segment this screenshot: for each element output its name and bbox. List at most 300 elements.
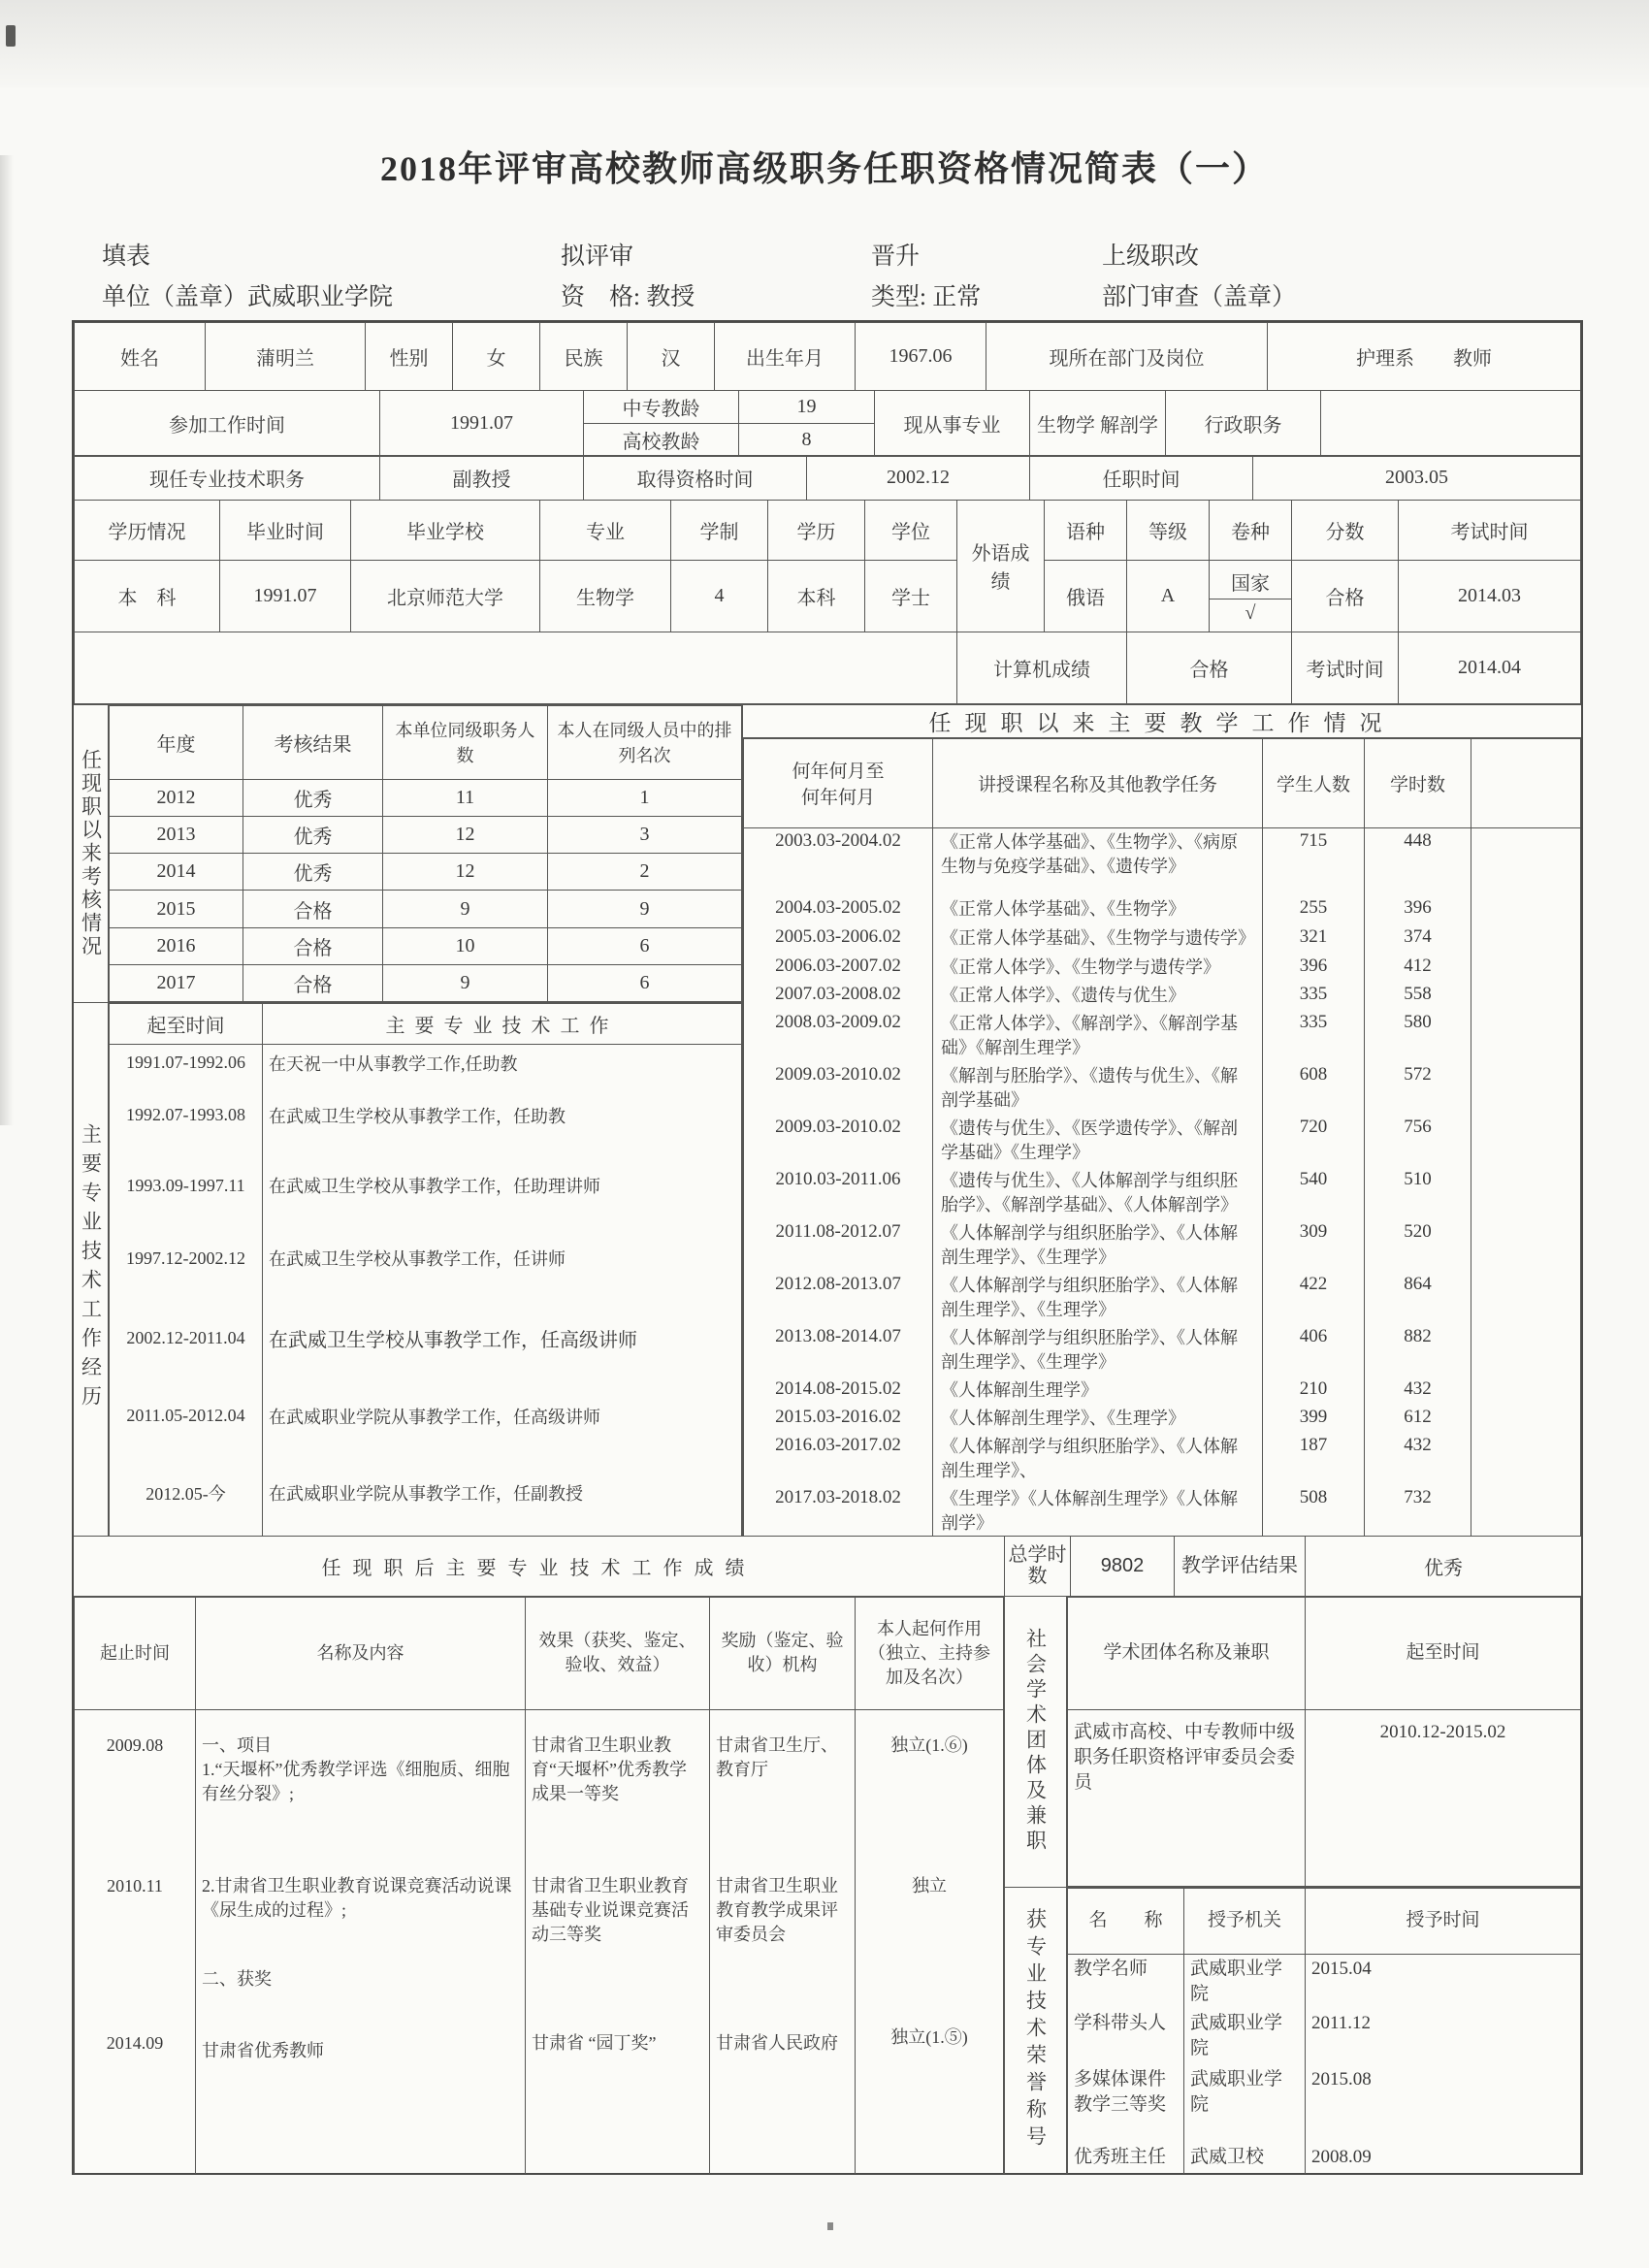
teach-period: 2010.03-2011.06 (744, 1167, 933, 1219)
sec-teach-value: 19 (739, 390, 875, 423)
teach-courses: 《正常人体学》、《生物学与遗传学》 (933, 954, 1263, 982)
dept-value: 护理系 教师 (1268, 323, 1581, 391)
teach-courses: 《正常人体学》、《解剖学》、《解剖学基础》《解剖生理学》 (933, 1010, 1263, 1062)
honor-row (1068, 2009, 1581, 2065)
experience-row (110, 1382, 742, 1450)
teach-blank (1471, 1433, 1581, 1485)
teach-students: 396 (1263, 954, 1365, 982)
teach-hours-label: 学时数 (1365, 738, 1471, 827)
superior-line1: 上级职改 (1102, 243, 1200, 270)
assess-rank: 9 (548, 891, 742, 927)
teach-students: 255 (1263, 895, 1365, 924)
promo-line1: 晋升 (871, 243, 921, 270)
teach-hours: 756 (1365, 1115, 1471, 1167)
teach-students: 321 (1263, 924, 1365, 954)
teach-students: 715 (1263, 827, 1365, 895)
teach-period: 2009.03-2010.02 (744, 1115, 933, 1167)
eval-line1: 拟评审 (561, 243, 634, 270)
teach-blank (1471, 1062, 1581, 1115)
teach-courses: 《人体解剖生理学》、《生理学》 (933, 1405, 1263, 1433)
edu-academic-label: 学位 (865, 500, 957, 560)
honor-time: 2015.08 (1306, 2065, 1581, 2143)
assessment-row (110, 964, 742, 1001)
assessment-block (74, 705, 742, 1004)
ach-period: 2014.09 (75, 2018, 196, 2174)
teach-blank (1471, 1377, 1581, 1405)
achievement-table (74, 1597, 1004, 2174)
page-title: 2018年评审高校教师高级职务任职资格情况简表（一） (379, 149, 1269, 188)
teach-hours: 412 (1365, 954, 1471, 982)
teaching-row (744, 1377, 1581, 1405)
honor-row (1068, 2065, 1581, 2143)
edu-duration-label: 学制 (671, 500, 768, 560)
assess-peers-label: 本单位同级职务人数 (383, 705, 548, 779)
scan-left-shadow (0, 155, 14, 1125)
edu-grad-label: 毕业时间 (220, 500, 351, 560)
header-superior-review (1102, 237, 1296, 318)
teach-courses: 《人体解剖学与组织胚胎学》、《人体解剖生理学》、《生理学》 (933, 1324, 1263, 1377)
assess-year: 2017 (110, 964, 243, 1001)
work-start-value: 1991.07 (380, 390, 584, 456)
teach-blank (1471, 954, 1581, 982)
honors-table (1067, 1888, 1581, 2174)
assess-peers: 9 (383, 891, 548, 927)
assess-rank: 3 (548, 817, 742, 854)
teaching-row (744, 1167, 1581, 1219)
teaching-table (743, 738, 1581, 1536)
assessment-row (110, 891, 742, 927)
teach-hours: 374 (1365, 924, 1471, 954)
teach-period: 2015.03-2016.02 (744, 1405, 933, 1433)
assess-peers: 12 (383, 854, 548, 891)
assess-year: 2016 (110, 927, 243, 964)
teach-students: 720 (1263, 1115, 1365, 1167)
achievement-row (75, 1872, 1004, 2018)
teach-courses: 《人体解剖学与组织胚胎学》、《人体解剖生理学》、《生理学》 (933, 1272, 1263, 1324)
ach-period: 2010.11 (75, 1872, 196, 2018)
sec-teach-label: 中专教龄 (584, 390, 739, 423)
ach-name-body: 2.甘肃省卫生职业教育说课竞赛活动说课《尿生成的过程》; (202, 1876, 512, 1920)
teach-hours: 882 (1365, 1324, 1471, 1377)
assess-rank: 2 (548, 854, 742, 891)
honor-org: 武威卫校 (1184, 2143, 1306, 2174)
experience-row (110, 1222, 742, 1295)
teach-period: 2007.03-2008.02 (744, 982, 933, 1010)
teach-period: 2014.08-2015.02 (744, 1377, 933, 1405)
teach-period-label-line1: 何年何月至 (792, 761, 885, 782)
teach-period-label (744, 738, 933, 827)
middle-left (74, 705, 743, 1536)
teach-course-label: 讲授课程名称及其他教学任务 (933, 738, 1263, 827)
assess-peers: 10 (383, 927, 548, 964)
exp-work: 在武威卫生学校从事教学工作，任讲师 (263, 1222, 742, 1295)
edu-school-label: 毕业学校 (351, 500, 540, 560)
society-strip-label: 社会学术团体及兼职 (1023, 1628, 1048, 1855)
teach-blank (1471, 982, 1581, 1010)
ach-name-body: 1.“天堰杯”优秀教学评选《细胞质、细胞有丝分裂》; (202, 1759, 510, 1803)
teach-courses: 《人体解剖学与组织胚胎学》、《人体解剖生理学》、 (933, 1433, 1263, 1485)
fill-unit-line1: 填表 (102, 243, 151, 270)
ach-name (196, 1872, 526, 2018)
honor-org-label: 授予机关 (1184, 1888, 1306, 1954)
achievement-block (74, 1597, 1005, 2174)
teach-courses: 《正常人体学基础》、《生物学》 (933, 895, 1263, 924)
birth-value: 1967.06 (856, 323, 986, 391)
assess-result: 合格 (243, 927, 383, 964)
teach-hours: 864 (1365, 1272, 1471, 1324)
edu-score-value: 合格 (1292, 560, 1399, 632)
edu-paper-label: 卷种 (1210, 500, 1292, 560)
exp-work: 在武威职业学院从事教学工作，任高级讲师 (263, 1382, 742, 1450)
assess-rank: 6 (548, 927, 742, 964)
honor-org: 武威职业学院 (1184, 2065, 1306, 2143)
exp-work: 在武威职业学院从事教学工作，任副教授 (263, 1450, 742, 1536)
honor-name: 优秀班主任 (1068, 2143, 1184, 2174)
achievement-row (75, 1709, 1004, 1872)
ach-org: 甘肃省人民政府 (710, 2018, 856, 2174)
gender-label: 性别 (366, 323, 453, 391)
experience-row (110, 1150, 742, 1222)
teach-students: 335 (1263, 1010, 1365, 1062)
honor-time-label: 授予时间 (1306, 1888, 1581, 1954)
exp-period: 2002.12-2011.04 (110, 1295, 263, 1382)
society-period: 2010.12-2015.02 (1306, 1709, 1581, 1886)
assessment-row (110, 927, 742, 964)
exp-work: 在武威卫生学校从事教学工作，任助教 (263, 1082, 742, 1150)
society-period-label: 起至时间 (1306, 1597, 1581, 1709)
teaching-row (744, 1062, 1581, 1115)
assess-peers: 9 (383, 964, 548, 1001)
teach-students: 608 (1263, 1062, 1365, 1115)
ethnic-value: 汉 (628, 323, 715, 391)
honor-time: 2008.09 (1306, 2143, 1581, 2174)
ach-name (196, 1709, 526, 1872)
edu-paper-check: √ (1245, 601, 1256, 624)
edu-major-label: 专业 (540, 500, 671, 560)
teach-period: 2016.03-2017.02 (744, 1433, 933, 1485)
assess-result: 优秀 (243, 854, 383, 891)
teach-students: 540 (1263, 1167, 1365, 1219)
edu-score-label: 分数 (1292, 500, 1399, 560)
teach-blank (1471, 1010, 1581, 1062)
honor-org: 武威职业学院 (1184, 1954, 1306, 2009)
ach-role-label: 本人起何作用（独立、主持参加及名次） (856, 1597, 1004, 1709)
total-hours-label: 总学时数 (1005, 1537, 1071, 1596)
major-label: 现从事专业 (875, 390, 1030, 456)
assess-result: 合格 (243, 964, 383, 1001)
teach-blank (1471, 1272, 1581, 1324)
teach-courses: 《人体解剖生理学》 (933, 1377, 1263, 1405)
main-form-table (72, 320, 1583, 2175)
teach-period: 2013.08-2014.07 (744, 1324, 933, 1377)
edu-blank-cell (75, 632, 957, 703)
ach-effect-label: 效果（获奖、鉴定、验收、效益） (526, 1597, 710, 1709)
teach-students: 399 (1263, 1405, 1365, 1433)
experience-table (109, 1003, 742, 1536)
edu-duration-value: 4 (671, 560, 768, 632)
teach-period: 2004.03-2005.02 (744, 895, 933, 924)
honor-name: 多媒体课件教学三等奖 (1068, 2065, 1184, 2143)
ach-role: 独立 (856, 1872, 1004, 2018)
ach-org: 甘肃省卫生职业教育教学成果评审委员会 (710, 1872, 856, 2018)
teach-blank (1471, 1115, 1581, 1167)
exp-period: 1991.07-1992.06 (110, 1045, 263, 1082)
teach-hours: 510 (1365, 1167, 1471, 1219)
society-table (1067, 1597, 1581, 1887)
honors-block (1005, 1888, 1581, 2174)
experience-row (110, 1082, 742, 1150)
teach-blank (1471, 1485, 1581, 1536)
teaching-row (744, 895, 1581, 924)
teaching-row (744, 827, 1581, 895)
teach-blank (1471, 1219, 1581, 1272)
teach-period: 2005.03-2006.02 (744, 924, 933, 954)
teaching-row (744, 1485, 1581, 1536)
edu-school-value: 北京师范大学 (351, 560, 540, 632)
teach-students: 406 (1263, 1324, 1365, 1377)
total-hours-value: 9802 (1071, 1537, 1175, 1596)
honor-name-label: 名 称 (1068, 1888, 1184, 1954)
teach-courses: 《解剖与胚胎学》、《遗传与优生》、《解剖学基础》 (933, 1062, 1263, 1115)
honor-row (1068, 1954, 1581, 2009)
teaching-row (744, 1272, 1581, 1324)
teach-hours: 580 (1365, 1010, 1471, 1062)
edu-type-value: 本 科 (75, 560, 220, 632)
edu-academic-value: 学士 (865, 560, 957, 632)
ach-role: 独立(1.⑤) (856, 2018, 1004, 2174)
uni-teach-value: 8 (739, 423, 875, 456)
eval-result-label: 教学评估结果 (1175, 1537, 1306, 1596)
work-start-label: 参加工作时间 (75, 390, 380, 456)
teaching-block (743, 705, 1581, 1536)
teach-empty-label (1471, 738, 1581, 827)
ach-name: 甘肃省优秀教师 (196, 2018, 526, 2174)
scan-dot-artifact (827, 2222, 833, 2230)
row-personal (74, 322, 1581, 391)
exp-period: 1992.07-1993.08 (110, 1082, 263, 1150)
experience-row (110, 1295, 742, 1382)
experience-strip (74, 1003, 109, 1536)
teach-courses: 《人体解剖学与组织胚胎学》、《人体解剖生理学》、《生理学》 (933, 1219, 1263, 1272)
society-block (1005, 1597, 1581, 1888)
teach-courses: 《遗传与优生》、《人体解剖学与组织胚胎学》、《解剖学基础》、《人体解剖学》 (933, 1167, 1263, 1219)
eval-line2: 资 格: 教授 (561, 284, 695, 310)
tenure-value: 2003.05 (1253, 456, 1581, 501)
assess-result-label: 考核结果 (243, 705, 383, 779)
computer-score: 合格 (1127, 632, 1292, 703)
birth-label: 出生年月 (715, 323, 856, 391)
tenure-label: 任职时间 (1030, 456, 1253, 501)
assess-result: 优秀 (243, 817, 383, 854)
assess-year: 2012 (110, 779, 243, 816)
experience-row (110, 1450, 742, 1536)
assess-year: 2015 (110, 891, 243, 927)
assess-rank: 6 (548, 964, 742, 1001)
assessment-strip-label: 任现职以来考核情况 (79, 748, 103, 958)
teach-courses: 《遗传与优生》、《医学遗传学》、《解剖学基础》《生理学》 (933, 1115, 1263, 1167)
fill-unit-line2: 单位（盖章）武威职业学院 (102, 284, 394, 310)
exp-work-label: 主要专业技术工作 (263, 1004, 742, 1045)
teach-students: 210 (1263, 1377, 1365, 1405)
ach-org-label: 奖励（鉴定、验收）机构 (710, 1597, 856, 1709)
teaching-row (744, 1405, 1581, 1433)
teach-blank (1471, 895, 1581, 924)
ach-effect: 甘肃省 “园丁奖” (526, 2018, 710, 2174)
qual-value: 2002.12 (807, 456, 1030, 501)
summary-band (74, 1537, 1581, 1597)
teach-blank (1471, 827, 1581, 895)
teaching-row (744, 1219, 1581, 1272)
teach-period: 2011.08-2012.07 (744, 1219, 933, 1272)
major-value: 生物学 解剖学 (1030, 390, 1166, 456)
honor-time: 2015.04 (1306, 1954, 1581, 2009)
right-bottom-block (1005, 1597, 1581, 2174)
admin-label: 行政职务 (1166, 390, 1321, 456)
qual-label: 取得资格时间 (584, 456, 807, 501)
assess-rank-label: 本人在同级人员中的排列名次 (548, 705, 742, 779)
admin-value (1321, 390, 1581, 456)
teach-period: 2012.08-2013.07 (744, 1272, 933, 1324)
edu-paper-value (1210, 560, 1292, 632)
teach-students-label: 学生人数 (1263, 738, 1365, 827)
ach-effect: 甘肃省卫生职业教育“天堰杯”优秀教学成果一等奖 (526, 1709, 710, 1872)
teach-hours: 572 (1365, 1062, 1471, 1115)
exp-period: 2011.05-2012.04 (110, 1382, 263, 1450)
edu-level-value: A (1127, 560, 1210, 632)
teach-period: 2006.03-2007.02 (744, 954, 933, 982)
exp-period-label: 起至时间 (110, 1004, 263, 1045)
edu-major-value: 生物学 (540, 560, 671, 632)
achievement-title: 任现职后主要专业技术工作成绩 (74, 1537, 1005, 1596)
teach-courses: 《正常人体学》、《遗传与优生》 (933, 982, 1263, 1010)
teach-period-label-line2: 何年何月 (800, 788, 875, 808)
experience-block (74, 1003, 742, 1536)
teach-hours: 520 (1365, 1219, 1471, 1272)
ach-period: 2009.08 (75, 1709, 196, 1872)
edu-degree-value: 本科 (768, 560, 865, 632)
teaching-row (744, 1010, 1581, 1062)
edu-section-label: 学历情况 (75, 500, 220, 560)
edu-foreign-label: 外语成绩 (957, 500, 1045, 632)
gender-value: 女 (453, 323, 540, 391)
assess-year: 2013 (110, 817, 243, 854)
teach-students: 335 (1263, 982, 1365, 1010)
assess-peers: 11 (383, 779, 548, 816)
assessment-row (110, 854, 742, 891)
education-table (74, 500, 1581, 704)
teaching-row (744, 1324, 1581, 1377)
honor-time: 2011.12 (1306, 2009, 1581, 2065)
eval-result-value: 优秀 (1424, 1557, 1463, 1579)
teach-courses: 《生理学》《人体解剖生理学》《人体解剖学》 (933, 1485, 1263, 1536)
teach-students: 309 (1263, 1219, 1365, 1272)
superior-line2: 部门审查（盖章） (1102, 284, 1297, 310)
edu-level-label: 等级 (1127, 500, 1210, 560)
assessment-row (110, 817, 742, 854)
teach-hours: 432 (1365, 1433, 1471, 1485)
cur-title-label: 现任专业技术职务 (75, 456, 380, 501)
teach-hours: 612 (1365, 1405, 1471, 1433)
row-workstart (74, 390, 1581, 457)
ach-effect: 甘肃省卫生职业教育基础专业说课竞赛活动三等奖 (526, 1872, 710, 2018)
edu-exam-label: 考试时间 (1399, 500, 1581, 560)
assess-rank: 1 (548, 779, 742, 816)
ach-name-head: 一、项目 (202, 1734, 272, 1755)
computer-exam-label: 考试时间 (1292, 632, 1399, 703)
teach-students: 508 (1263, 1485, 1365, 1536)
society-name: 武威市高校、中专教师中级职务任职资格评审委员会委员 (1068, 1709, 1306, 1886)
assessment-row (110, 779, 742, 816)
ach-role: 独立(1.⑥) (856, 1709, 1004, 1872)
honor-name: 学科带头人 (1068, 2009, 1184, 2065)
teach-blank (1471, 1324, 1581, 1377)
bottom-section (74, 1536, 1581, 2174)
honor-row (1068, 2143, 1581, 2174)
assess-result: 合格 (243, 891, 383, 927)
dept-label: 现所在部门及岗位 (986, 323, 1268, 391)
teaching-row (744, 924, 1581, 954)
teach-blank (1471, 1167, 1581, 1219)
teaching-row (744, 1433, 1581, 1485)
name-value: 蒲明兰 (206, 323, 366, 391)
exp-period: 1997.12-2002.12 (110, 1222, 263, 1295)
assessment-strip (74, 705, 109, 1003)
edu-lang-value: 俄语 (1045, 560, 1127, 632)
ach-name-extra: 二、获奖 (202, 1969, 272, 1989)
teaching-row (744, 954, 1581, 982)
exp-work: 在天祝一中从事教学工作,任助教 (263, 1045, 742, 1082)
society-row (1068, 1709, 1581, 1886)
honors-strip (1005, 1888, 1067, 2174)
teach-hours: 432 (1365, 1377, 1471, 1405)
assess-year: 2014 (110, 854, 243, 891)
exp-period: 1993.09-1997.11 (110, 1150, 263, 1222)
teach-hours: 448 (1365, 827, 1471, 895)
row-current-title (74, 455, 1581, 501)
honor-name: 教学名师 (1068, 1954, 1184, 2009)
experience-row (110, 1045, 742, 1082)
assessment-table (109, 705, 742, 1003)
experience-strip-label: 主要专业技术工作经历 (79, 1123, 103, 1415)
teach-hours: 396 (1365, 895, 1471, 924)
society-name-label: 学术团体名称及兼职 (1068, 1597, 1306, 1709)
honors-strip-label: 获专业技术荣誉称号 (1023, 1908, 1048, 2153)
teach-students: 187 (1263, 1433, 1365, 1485)
teach-hours: 732 (1365, 1485, 1471, 1536)
teach-period: 2003.03-2004.02 (744, 827, 933, 895)
teach-blank (1471, 924, 1581, 954)
edu-lang-label: 语种 (1045, 500, 1127, 560)
edu-grad-value: 1991.07 (220, 560, 351, 632)
exp-period: 2012.05-今 (110, 1450, 263, 1536)
teaching-title: 任现职以来主要教学工作情况 (743, 705, 1581, 738)
teach-period: 2008.03-2009.02 (744, 1010, 933, 1062)
society-strip (1005, 1597, 1067, 1887)
teach-courses: 《正常人体学基础》、《生物学与遗传学》 (933, 924, 1263, 954)
teach-hours: 558 (1365, 982, 1471, 1010)
name-label: 姓名 (75, 323, 206, 391)
ethnic-label: 民族 (540, 323, 628, 391)
teach-students: 422 (1263, 1272, 1365, 1324)
header-eval-qualification (561, 237, 695, 318)
edu-paper-top: 国家 (1210, 565, 1291, 599)
edu-degree-label: 学历 (768, 500, 865, 560)
header-fill-unit (102, 237, 393, 318)
ach-name-label: 名称及内容 (196, 1597, 526, 1709)
teach-courses: 《正常人体学基础》、《生物学》、《病原生物与免疫学基础》、《遗传学》 (933, 827, 1263, 895)
middle-section (74, 704, 1581, 1536)
header-promotion-type (871, 237, 981, 318)
